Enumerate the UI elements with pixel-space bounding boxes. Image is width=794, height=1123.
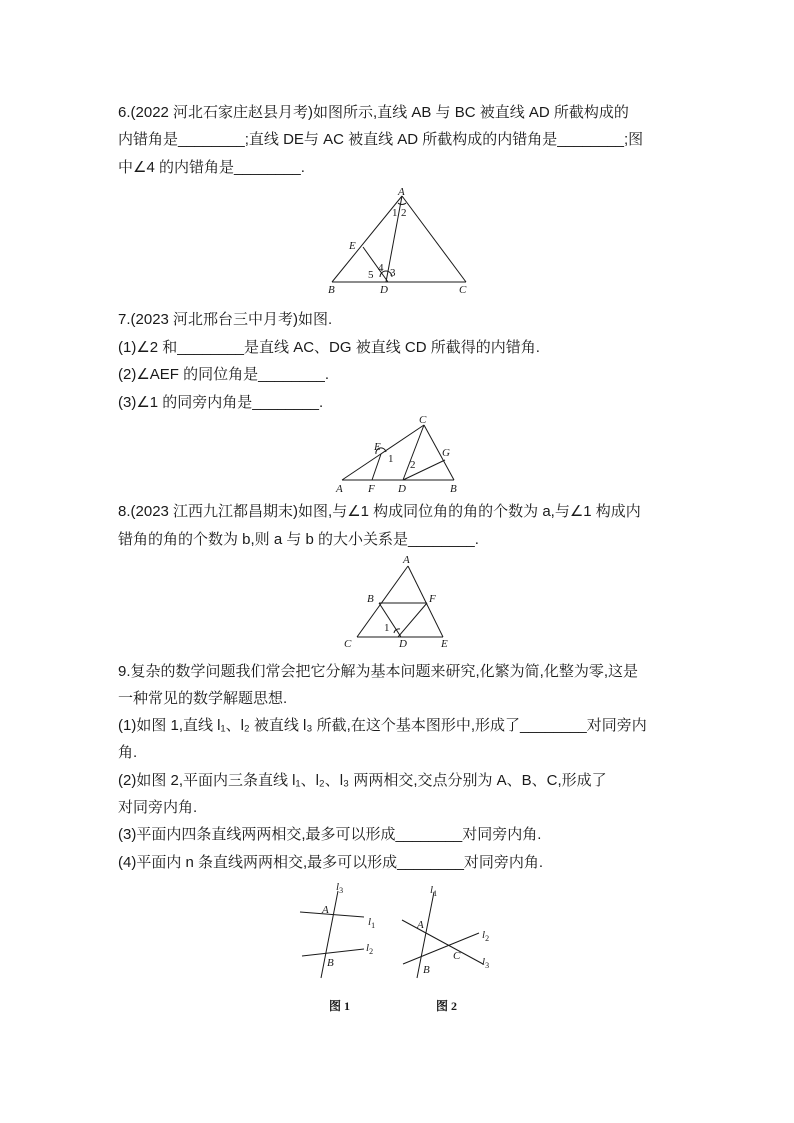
q9-line-2: 一种常见的数学解题思想. bbox=[118, 690, 288, 707]
q7-label-G: G bbox=[442, 447, 450, 459]
q6-label-C: C bbox=[459, 284, 467, 296]
q9-fig1-label-l1: $l_1$ bbox=[368, 916, 376, 930]
q9-line-5: (2)如图 2,平面内三条直线 l₁、l₂、l₃ 两两相交,交点分别为 A、B、C,形成了 bbox=[118, 772, 607, 789]
q9-fig2-label-B: B bbox=[423, 964, 430, 976]
q8-label-A: A bbox=[403, 554, 410, 566]
q6-label-B: B bbox=[328, 284, 335, 296]
q6-label-n3: 3 bbox=[390, 267, 396, 279]
q6-label-n4: 4 bbox=[378, 262, 384, 274]
q7-line-4: (3)∠1 的同旁内角是________. bbox=[118, 394, 324, 411]
q8-label-C: C bbox=[344, 638, 352, 650]
q9-fig2-label-l2: $l_2$ bbox=[482, 929, 490, 943]
q9-figure-1-caption: 图 1 bbox=[329, 999, 351, 1013]
q6-label-n1: 1 bbox=[392, 207, 398, 219]
q6-line-3: 中∠4 的内错角是________. bbox=[118, 159, 305, 176]
q7-figure bbox=[330, 410, 470, 498]
q9-line-3: (1)如图 1,直线 l₁、l₂ 被直线 l₃ 所截,在这个基本图形中,形成了________对同旁内 bbox=[118, 717, 647, 734]
q8-line-1: 8.(2023 江西九江都昌期末)如图,与∠1 构成同位角的角的个数为 a,与∠1 构成内 bbox=[118, 503, 641, 520]
q7-label-B: B bbox=[450, 483, 457, 495]
q7-label-C: C bbox=[419, 414, 427, 426]
q7-line-3: (2)∠AEF 的同位角是________. bbox=[118, 366, 330, 383]
q6-label-A: A bbox=[398, 186, 405, 198]
q9-fig1-label-A: A bbox=[322, 904, 329, 916]
q6-figure bbox=[320, 183, 480, 298]
q6-line-2: 内错角是________;直线 DE与 AC 被直线 AD 所截构成的内错角是________;图 bbox=[118, 131, 644, 148]
q8-label-E: E bbox=[441, 638, 448, 650]
q9-figure-2 bbox=[397, 880, 502, 980]
q8-label-n1: 1 bbox=[384, 622, 390, 634]
q7-label-E: E bbox=[374, 441, 381, 453]
q9-fig2-label-A: A bbox=[417, 919, 424, 931]
q7-line-2: (1)∠2 和________是直线 AC、DG 被直线 CD 所截得的内错角. bbox=[118, 339, 540, 356]
q7-line-1: 7.(2023 河北邢台三中月考)如图. bbox=[118, 311, 333, 328]
q9-fig2-label-l1: $l_1$ bbox=[430, 884, 438, 898]
q6-label-n5: 5 bbox=[368, 269, 374, 281]
q9-line-6: 对同旁内角. bbox=[118, 799, 198, 816]
q8-figure bbox=[338, 553, 458, 651]
q6-label-D: D bbox=[380, 284, 388, 296]
q7-label-n2: 2 bbox=[410, 459, 416, 471]
q9-fig1-label-l3: $l_3$ bbox=[336, 881, 344, 895]
q7-label-D: D bbox=[398, 483, 406, 495]
q8-label-F: F bbox=[429, 593, 436, 605]
q9-line-8: (4)平面内 n 条直线两两相交,最多可以形成________对同旁内角. bbox=[118, 854, 544, 871]
q6-label-E: E bbox=[349, 240, 356, 252]
q9-fig2-label-l3: $l_3$ bbox=[482, 956, 490, 970]
q9-fig1-label-l2: $l_2$ bbox=[366, 942, 374, 956]
q6-label-n2: 2 bbox=[401, 207, 407, 219]
q7-label-n1: 1 bbox=[388, 453, 394, 465]
q9-figure-1 bbox=[296, 880, 386, 980]
q6-line-1: 6.(2022 河北石家庄赵县月考)如图所示,直线 AB 与 BC 被直线 AD 所截构成的 bbox=[118, 104, 629, 121]
q9-fig1-label-B: B bbox=[327, 957, 334, 969]
q9-fig2-label-C: C bbox=[453, 950, 461, 962]
q8-line-2: 错角的角的个数为 b,则 a 与 b 的大小关系是________. bbox=[118, 531, 479, 548]
q7-label-F: F bbox=[368, 483, 375, 495]
q9-line-4: 角. bbox=[118, 744, 138, 761]
q9-figure-2-caption: 图 2 bbox=[436, 999, 458, 1013]
q9-line-7: (3)平面内四条直线两两相交,最多可以形成________对同旁内角. bbox=[118, 826, 542, 843]
q7-label-A: A bbox=[336, 483, 343, 495]
q8-label-D: D bbox=[399, 638, 407, 650]
q9-line-1: 9.复杂的数学问题我们常会把它分解为基本问题来研究,化繁为简,化整为零,这是 bbox=[118, 663, 639, 680]
q8-label-B: B bbox=[367, 593, 374, 605]
